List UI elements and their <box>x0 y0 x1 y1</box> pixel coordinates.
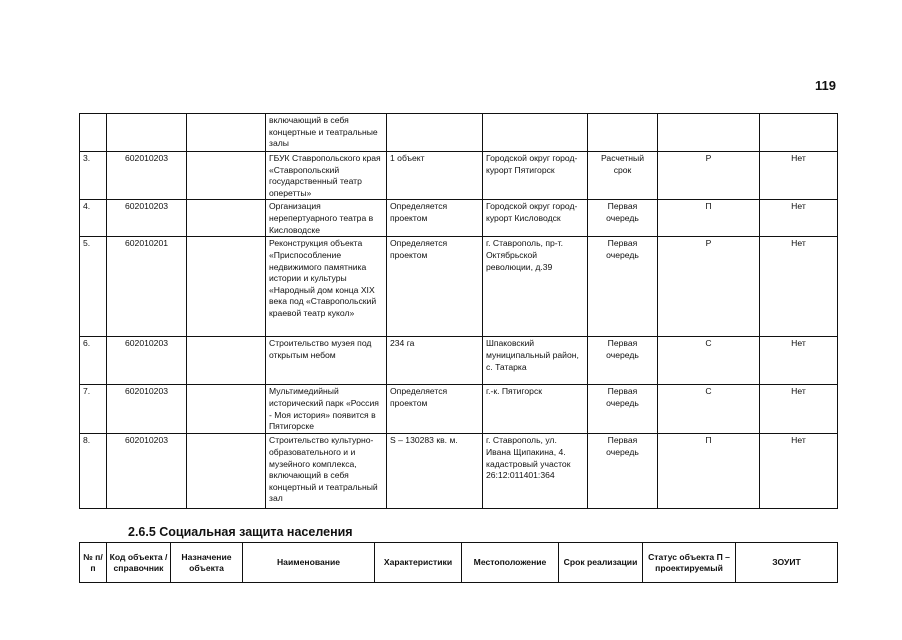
cell-num: 8. <box>80 434 107 509</box>
cell-term: Первая очередь <box>588 237 658 337</box>
cell-zouit: Нет <box>760 237 838 337</box>
cell-purpose <box>187 200 266 237</box>
table-row <box>80 152 838 200</box>
header-purpose: Назначение объекта <box>171 543 243 583</box>
cell-zouit: Нет <box>760 337 838 385</box>
cell-num: 3. <box>80 152 107 200</box>
cell-num: 6. <box>80 337 107 385</box>
table-row <box>80 200 838 237</box>
cell-purpose <box>187 337 266 385</box>
table-row <box>80 385 838 434</box>
cell-code: 602010203 <box>107 152 187 200</box>
cell-name: Реконструкция объекта «Приспособление недвижимого памятника истории и культуры «Народный дом конца XIX века под «Ставропольский краевой театр кукол» <box>266 237 387 337</box>
cell-num: 4. <box>80 200 107 237</box>
cell-zouit: Нет <box>760 434 838 509</box>
cell-num <box>80 114 107 152</box>
cell-purpose <box>187 114 266 152</box>
cell-term <box>588 114 658 152</box>
cell-location: г. Ставрополь, ул. Ивана Щипакина, 4. кадастровый участок 26:12:011401:364 <box>483 434 588 509</box>
cell-zouit <box>760 114 838 152</box>
next-table-header <box>79 542 838 583</box>
cell-zouit: Нет <box>760 152 838 200</box>
cell-location: г.-к. Пятигорск <box>483 385 588 434</box>
cell-location: Городской округ город-курорт Пятигорск <box>483 152 588 200</box>
cell-characteristics: Определяется проектом <box>387 385 483 434</box>
cell-code: 602010203 <box>107 434 187 509</box>
header-location: Местоположение <box>462 543 559 583</box>
cell-location <box>483 114 588 152</box>
cell-characteristics: Определяется проектом <box>387 200 483 237</box>
cell-term: Первая очередь <box>588 434 658 509</box>
header-status: Статус объекта П – проектируемый <box>643 543 736 583</box>
cell-status: Р <box>658 237 760 337</box>
header-code: Код объекта / справочник <box>107 543 171 583</box>
cell-name: Строительство музея под открытым небом <box>266 337 387 385</box>
cell-zouit: Нет <box>760 385 838 434</box>
cell-status <box>658 114 760 152</box>
table-body <box>80 114 838 509</box>
cell-characteristics: S – 130283 кв. м. <box>387 434 483 509</box>
cell-code: 602010203 <box>107 337 187 385</box>
cell-name: Мультимедийный исторический парк «Россия - Моя история» появится в Пятигорске <box>266 385 387 434</box>
cell-name: ГБУК Ставропольского края «Ставропольский государственный театр оперетты» <box>266 152 387 200</box>
table-row <box>80 337 838 385</box>
cell-status: П <box>658 200 760 237</box>
cell-term: Первая очередь <box>588 385 658 434</box>
cell-name: включающий в себя концертные и театральные залы <box>266 114 387 152</box>
cell-characteristics: Определяется проектом <box>387 237 483 337</box>
cell-status: П <box>658 434 760 509</box>
cell-term: Первая очередь <box>588 337 658 385</box>
cell-purpose <box>187 434 266 509</box>
cell-code: 602010201 <box>107 237 187 337</box>
header-num: № п/п <box>80 543 107 583</box>
cell-status: Р <box>658 152 760 200</box>
table-row <box>80 237 838 337</box>
cell-term: Расчетный срок <box>588 152 658 200</box>
cell-location: г. Ставрополь, пр-т. Октябрьской революции, д.39 <box>483 237 588 337</box>
cell-status: С <box>658 337 760 385</box>
header-zouit: ЗОУИТ <box>736 543 838 583</box>
header-row <box>80 543 838 583</box>
cell-code: 602010203 <box>107 385 187 434</box>
cell-characteristics: 1 объект <box>387 152 483 200</box>
section-title: 2.6.5 Социальная защита населения <box>128 525 353 539</box>
header-name: Наименование <box>243 543 375 583</box>
header-term: Срок реализации <box>559 543 643 583</box>
cell-purpose <box>187 237 266 337</box>
cell-location: Городской округ город-курорт Кисловодск <box>483 200 588 237</box>
cell-characteristics: 234 га <box>387 337 483 385</box>
cell-num: 7. <box>80 385 107 434</box>
page-number: 119 <box>815 78 836 93</box>
cell-name: Строительство культурно-образовательного и и музейного комплекса, включающий в себя концертный и театральный зал <box>266 434 387 509</box>
cell-code <box>107 114 187 152</box>
cell-location: Шпаковский муниципальный район, с. Татарка <box>483 337 588 385</box>
cell-term: Первая очередь <box>588 200 658 237</box>
cell-name: Организация нерепертуарного театра в Кисловодске <box>266 200 387 237</box>
objects-table <box>79 113 838 509</box>
cell-characteristics <box>387 114 483 152</box>
cell-zouit: Нет <box>760 200 838 237</box>
cell-purpose <box>187 152 266 200</box>
cell-purpose <box>187 385 266 434</box>
header-characteristics: Характеристики <box>375 543 462 583</box>
table-row <box>80 114 838 152</box>
cell-num: 5. <box>80 237 107 337</box>
cell-code: 602010203 <box>107 200 187 237</box>
table-row <box>80 434 838 509</box>
cell-status: С <box>658 385 760 434</box>
